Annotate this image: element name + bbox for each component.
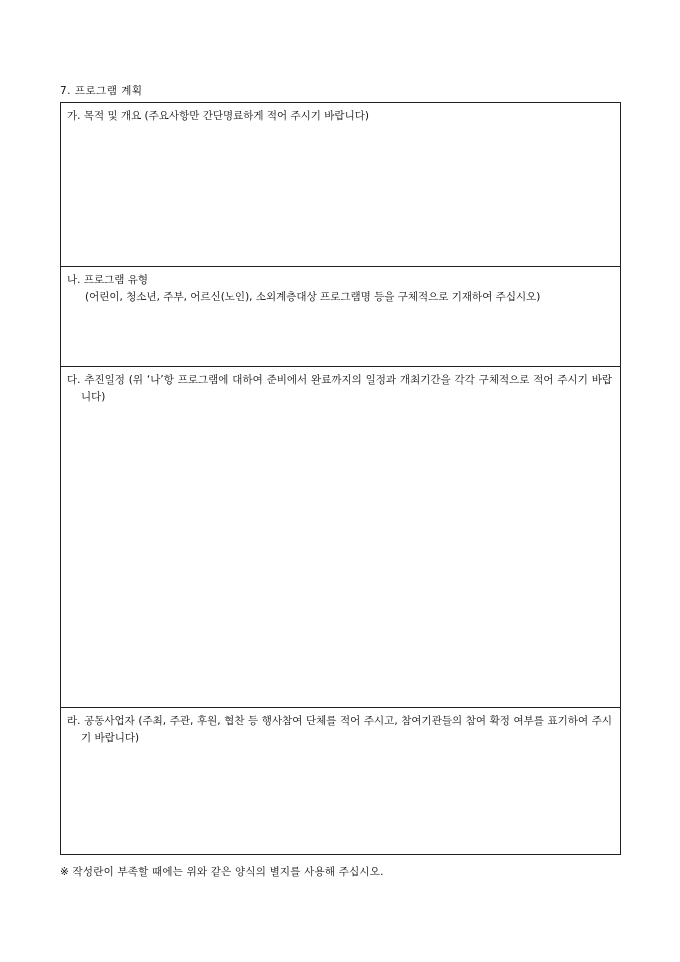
schedule-cell[interactable] xyxy=(61,367,620,708)
program-type-note: (어린이, 청소년, 주부, 어르신(노인), 소외계층대상 프로그램명 등을 구체적으로 기재하여 주십시오) xyxy=(85,291,541,303)
program-type-cell[interactable] xyxy=(61,267,620,367)
purpose-overview-heading: 가. 목적 및 개요 (주요사항만 간단명료하게 적어 주시기 바랍니다) xyxy=(67,110,369,122)
footer-note: ※ 작성란이 부족할 때에는 위와 같은 양식의 별지를 사용해 주십시오. xyxy=(60,866,384,878)
schedule-heading: 다. 추진일정 (위 ‘나’항 프로그램에 대하여 준비에서 완료까지의 일정과 개최기간을 각각 구체적으로 적어 주시기 바랍니다) xyxy=(67,374,612,403)
program-type-heading: 나. 프로그램 유형 xyxy=(67,274,149,286)
purpose-overview-cell[interactable] xyxy=(61,103,620,267)
co-organizers-heading: 라. 공동사업자 (주최, 주관, 후원, 협찬 등 행사참여 단체를 적어 주시고, 참여기관들의 참여 확정 여부를 표기하여 주시기 바랍니다) xyxy=(67,715,612,744)
section-title: 7. 프로그램 계획 xyxy=(60,85,143,97)
program-plan-table xyxy=(60,102,621,855)
co-organizers-cell[interactable] xyxy=(61,708,620,854)
